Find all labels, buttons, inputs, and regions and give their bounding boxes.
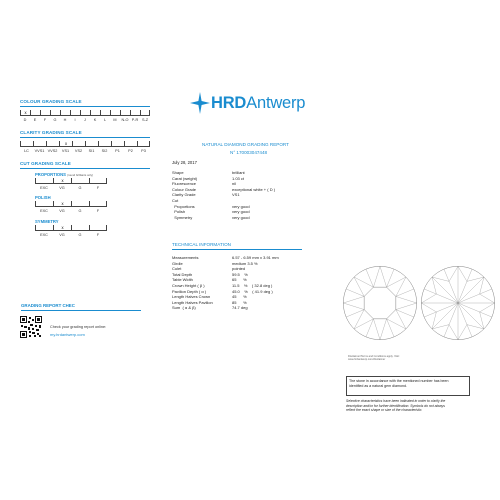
row-label: Length Halves Crown xyxy=(172,294,211,300)
diamond-star-icon xyxy=(190,92,210,114)
symmetry-box xyxy=(35,225,53,231)
clarity-grade-label: LC xyxy=(24,149,29,153)
polish-grade-label: F xyxy=(96,209,100,213)
proportions-box xyxy=(89,178,107,184)
disclaimer-line-1: Disclaimer/Terms and Conditions apply. Visit: xyxy=(348,355,400,358)
row-label: Polish xyxy=(172,209,186,215)
proportions-box xyxy=(35,178,53,184)
polish-grade-label: EXC xyxy=(40,209,48,213)
cut-scale-title: CUT GRADING SCALE xyxy=(20,161,71,166)
polish-labels xyxy=(35,209,107,213)
colour-grade-label: L xyxy=(103,118,107,122)
symmetry-grade-label: G xyxy=(78,233,82,237)
colour-grade-label: K xyxy=(93,118,97,122)
polish-box xyxy=(35,201,53,207)
colour-grade-label: G xyxy=(53,118,57,122)
colour-box: x xyxy=(20,110,30,116)
row-label: Culet xyxy=(172,266,182,272)
technical-title: TECHNICAL INFORMATION xyxy=(172,242,231,247)
row-value: brilliant xyxy=(232,170,245,175)
proportions-box xyxy=(71,178,89,184)
colour-grade-label: H xyxy=(63,118,67,122)
row-label: Colour Grade xyxy=(172,186,197,192)
proportions-grade-label: F xyxy=(96,186,100,190)
colour-grade-label: J xyxy=(84,118,86,122)
symmetry-boxes xyxy=(35,225,107,231)
colour-grade-label: P-R xyxy=(131,118,139,122)
colour-box xyxy=(90,110,100,116)
colour-grade-label: M xyxy=(113,118,117,122)
report-title: NATURAL DIAMOND GRADING REPORT xyxy=(202,142,289,147)
row-label: Shape xyxy=(172,170,184,175)
row-value: 65 % xyxy=(232,277,247,283)
symmetry-grade-label: VG xyxy=(59,233,65,237)
row-value: exceptional white + ( D ) xyxy=(232,186,276,192)
colour-scale-rule xyxy=(20,106,150,107)
colour-scale-boxes xyxy=(20,110,150,116)
check-rule xyxy=(21,310,141,311)
colour-box xyxy=(30,110,40,116)
colour-scale-labels xyxy=(20,118,150,122)
clarity-grade-label: VS2 xyxy=(74,149,83,153)
selective-line-3: reflect the exact shape or size of the characteristic. xyxy=(346,408,423,413)
polish-grade-label: G xyxy=(78,209,82,213)
clarity-grade-label: P3 xyxy=(141,149,146,153)
colour-box xyxy=(120,110,130,116)
row-label: Cut xyxy=(172,198,179,203)
cut-scale-rule xyxy=(20,168,150,169)
row-label: Length Halves Pavilion xyxy=(172,299,213,305)
colour-box xyxy=(110,110,120,116)
clarity-scale-rule xyxy=(20,137,150,138)
technical-rule xyxy=(172,249,302,250)
row-value: very good xyxy=(232,209,250,215)
row-value: 45 % xyxy=(232,294,247,300)
symmetry-box xyxy=(71,225,89,231)
proportions-grade-label: EXC xyxy=(40,186,48,190)
row-value: 59.5 % xyxy=(232,271,248,277)
symmetry-grade-label: EXC xyxy=(40,233,48,237)
grading-report-check-title: GRADING REPORT CHEC xyxy=(21,303,75,308)
colour-box xyxy=(100,110,110,116)
colour-grade-label: D xyxy=(23,118,27,122)
symmetry-grade-label: F xyxy=(96,233,100,237)
row-label: Symmetry xyxy=(172,214,193,220)
proportions-labels xyxy=(35,186,107,190)
selective-note xyxy=(346,399,470,413)
stone-statement-line-1: The stone in accordance with the mentioned number has been xyxy=(349,379,449,383)
polish-boxes xyxy=(35,201,107,207)
clarity-scale-labels xyxy=(20,149,150,153)
colour-box xyxy=(140,110,150,116)
logo-text xyxy=(211,94,305,113)
proportions-boxes xyxy=(35,178,107,184)
selective-line-2: description and/or for further identification. Symbols do not always xyxy=(346,403,445,408)
clarity-box xyxy=(111,141,124,147)
row-value: very good xyxy=(232,214,250,220)
clarity-box: x xyxy=(59,141,72,147)
clarity-grade-label: P1 xyxy=(115,149,120,153)
row-label: Clarity Grade xyxy=(172,192,196,198)
polish-box: x xyxy=(53,201,71,207)
row-value: 11.5 % ( 32.8 deg ) xyxy=(232,283,273,288)
row-value: nil xyxy=(232,181,237,187)
colour-grade-label: E xyxy=(33,118,37,122)
colour-grade-label: I xyxy=(74,118,76,122)
crown-diagram xyxy=(341,264,419,342)
colour-box xyxy=(130,110,140,116)
colour-box xyxy=(50,110,60,116)
row-value: 1.03 ct xyxy=(232,175,245,181)
row-label: Crown Height ( β ) xyxy=(172,283,205,288)
symmetry-box xyxy=(89,225,107,231)
stone-statement-line-2: identified as a natural gem diamond. xyxy=(349,383,407,388)
colour-box xyxy=(60,110,70,116)
symmetry-labels xyxy=(35,233,107,237)
row-label: Carat (weight) xyxy=(172,175,198,181)
row-value: 85 % xyxy=(232,299,247,305)
row-value: VS1 xyxy=(232,192,240,198)
colour-grade-label: F xyxy=(43,118,47,122)
stone-statement xyxy=(346,376,470,396)
clarity-grade-label: SI2 xyxy=(101,149,108,153)
colour-scale-title: COLOUR GRADING SCALE xyxy=(20,99,82,104)
colour-grade-label: N-O xyxy=(121,118,129,122)
row-value: pointed xyxy=(232,266,246,272)
colour-grade-label: S-Z xyxy=(141,118,149,122)
clarity-scale-boxes xyxy=(20,141,150,147)
clarity-box xyxy=(72,141,85,147)
report-date: July 28, 2017 xyxy=(172,160,197,165)
disclaimer xyxy=(348,355,400,362)
polish-grade-label: VG xyxy=(59,209,65,213)
hrd-logo xyxy=(190,92,305,114)
polish-box xyxy=(71,201,89,207)
row-value: 6.57 - 6.59 mm x 3.91 mm xyxy=(232,255,279,260)
row-label: Pavilion Depth ( α ) xyxy=(172,288,207,294)
row-label: Sum ( α & β) xyxy=(172,305,196,311)
selective-line-1: Selective characteristics have been indicated in order to clarify the xyxy=(346,399,446,403)
proportions-grade-label: VG xyxy=(59,186,65,190)
report-number: N° 170003047448 xyxy=(230,150,268,155)
proportions-label: PROPORTIONS xyxy=(35,172,66,177)
clarity-grade-label: P2 xyxy=(128,149,133,153)
clarity-grade-label: VVS1 xyxy=(34,149,45,153)
clarity-box xyxy=(20,141,33,147)
logo-brand-prefix: HRD xyxy=(211,93,247,112)
clarity-grade-label: SI1 xyxy=(88,149,95,153)
colour-box xyxy=(80,110,90,116)
clarity-box xyxy=(124,141,137,147)
proportions-grade-label: G xyxy=(78,186,82,190)
symmetry-title: SYMMETRY xyxy=(35,219,59,224)
proportions-note: (round brilliants only) xyxy=(67,173,94,177)
colour-box xyxy=(40,110,50,116)
row-value: very good xyxy=(232,203,250,209)
row-label: Total Depth xyxy=(172,271,193,277)
clarity-scale-title: CLARITY GRADING SCALE xyxy=(20,130,82,135)
polish-title: POLISH xyxy=(35,195,51,200)
row-label: Table Width xyxy=(172,277,193,283)
logo-brand-suffix: Antwerp xyxy=(246,93,306,112)
clarity-box xyxy=(137,141,150,147)
proportions-title xyxy=(35,172,93,177)
row-label: Measurements xyxy=(172,255,199,260)
check-text: Check your grading report online: xyxy=(50,325,107,329)
clarity-grade-label: VS1 xyxy=(61,149,70,153)
pavilion-diagram xyxy=(419,264,497,342)
clarity-box xyxy=(98,141,111,147)
row-value: 74.7 deg xyxy=(232,305,248,311)
row-label: Girdle xyxy=(172,260,183,266)
row-value: medium 3.5 % xyxy=(232,260,258,266)
clarity-grade-label: VVS2 xyxy=(47,149,58,153)
clarity-box xyxy=(33,141,46,147)
clarity-box xyxy=(46,141,59,147)
row-label: Fluorescence xyxy=(172,181,197,187)
qr-code-icon[interactable] xyxy=(20,316,42,338)
proportions-box: x xyxy=(53,178,71,184)
clarity-box xyxy=(85,141,98,147)
disclaimer-link[interactable]: www.hrdantwerp.com/disclaimer xyxy=(348,358,386,362)
polish-box xyxy=(89,201,107,207)
check-url-link[interactable]: my.hrdantwerp.com xyxy=(50,332,85,337)
row-value: 45.0 % ( 41.9 deg ) xyxy=(232,288,273,294)
row-label: Proportions xyxy=(172,203,195,209)
symmetry-box: x xyxy=(53,225,71,231)
colour-box xyxy=(70,110,80,116)
